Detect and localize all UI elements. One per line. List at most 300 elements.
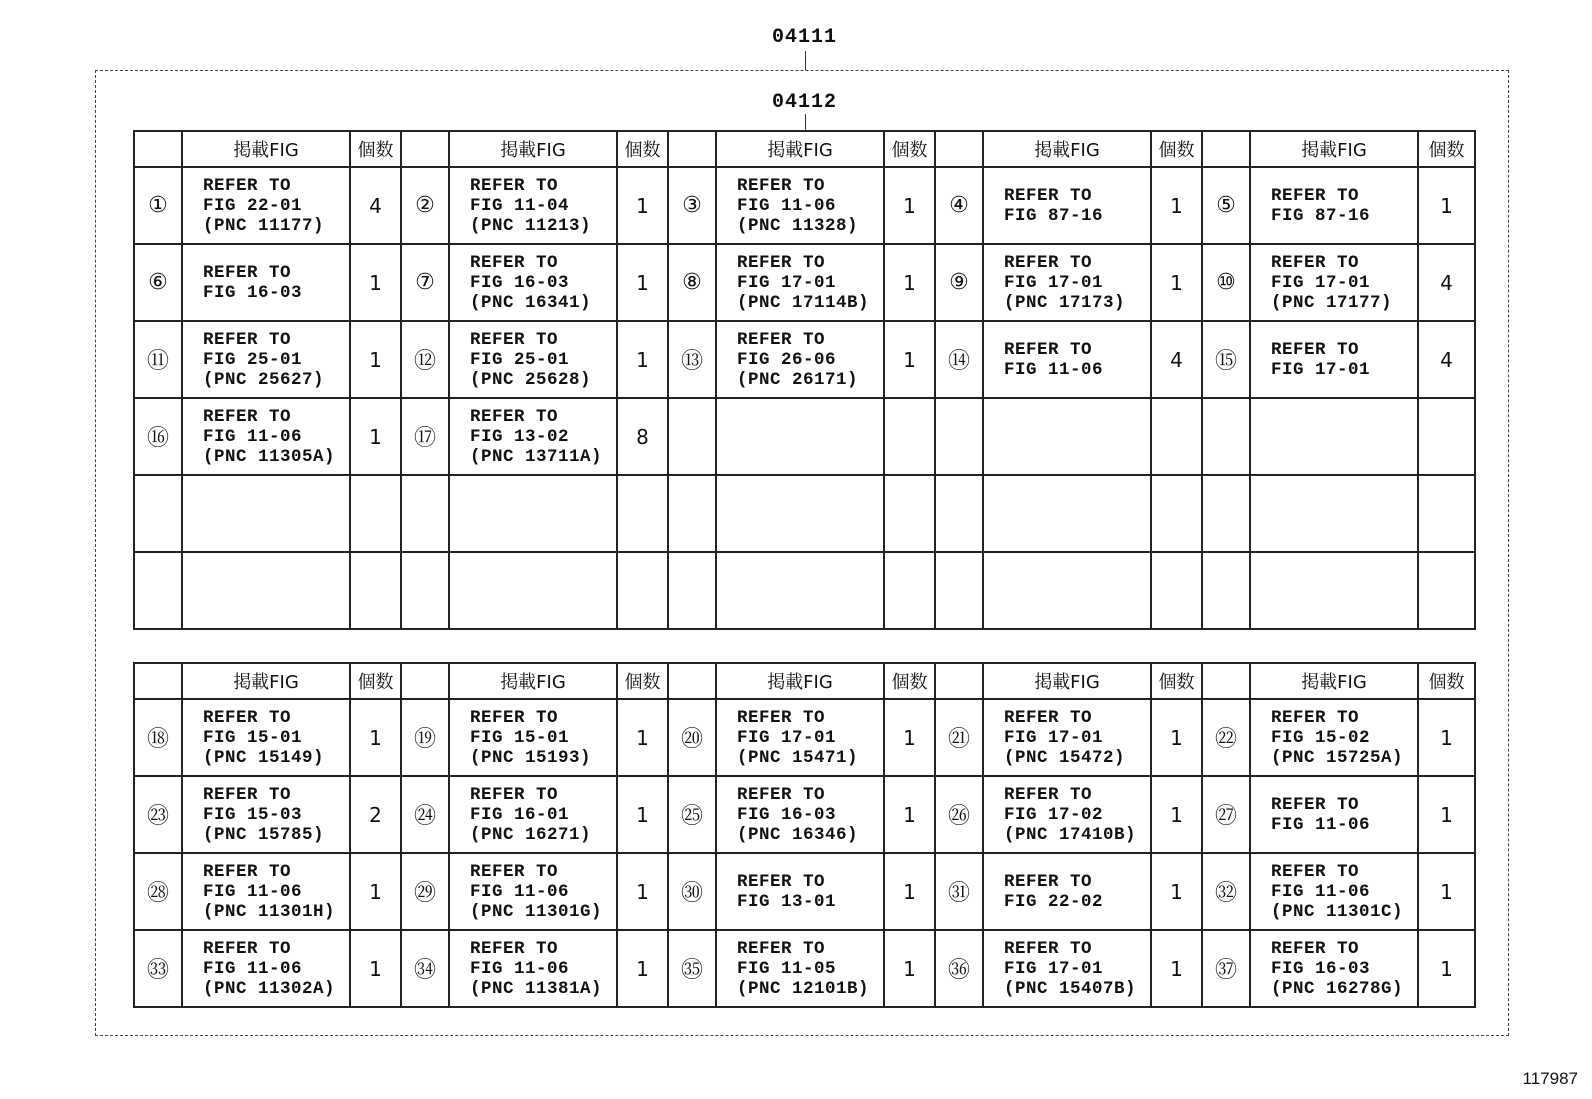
header-qty: 個数 — [1418, 663, 1475, 699]
reference-line: REFER TO — [470, 252, 559, 273]
figure-reference — [449, 321, 617, 398]
reference-line: FIG 16-03 — [203, 282, 303, 303]
reference-line: FIG 22-01 — [203, 195, 303, 216]
reference-line: (PNC 15149) — [203, 747, 325, 768]
quantity — [1151, 398, 1202, 475]
header-blank — [401, 663, 449, 699]
item-number — [401, 552, 449, 629]
figure-reference — [182, 321, 350, 398]
reference-line: FIG 11-06 — [203, 881, 303, 902]
figure-reference — [983, 930, 1151, 1007]
quantity: 1 — [1418, 699, 1475, 776]
figure-reference — [983, 398, 1151, 475]
reference-line: FIG 11-06 — [203, 426, 303, 447]
item-number: ㉝ — [134, 930, 182, 1007]
header-qty: 個数 — [884, 131, 935, 167]
header-qty: 個数 — [1151, 663, 1202, 699]
figure-reference — [449, 244, 617, 321]
header-blank — [935, 663, 983, 699]
table-row — [134, 167, 1475, 244]
reference-line: REFER TO — [1004, 252, 1093, 273]
reference-line: REFER TO — [1271, 185, 1360, 206]
item-number — [935, 398, 983, 475]
figure-reference — [716, 167, 884, 244]
reference-line: FIG 13-01 — [737, 891, 837, 912]
item-number: ㉚ — [668, 853, 716, 930]
item-number: ⑥ — [134, 244, 182, 321]
item-number — [1202, 398, 1250, 475]
quantity: 1 — [884, 930, 935, 1007]
reference-line: (PNC 16346) — [737, 824, 859, 845]
item-number: ⑤ — [1202, 167, 1250, 244]
item-number: ㉖ — [935, 776, 983, 853]
reference-line: (PNC 13711A) — [470, 446, 603, 467]
reference-line: (PNC 16271) — [470, 824, 592, 845]
header-blank — [134, 663, 182, 699]
reference-line: (PNC 15725A) — [1271, 747, 1404, 768]
reference-line: FIG 15-01 — [203, 727, 303, 748]
header-qty: 個数 — [350, 663, 401, 699]
quantity: 1 — [884, 167, 935, 244]
reference-line: (PNC 17173) — [1004, 292, 1126, 313]
reference-line: FIG 11-06 — [1271, 881, 1371, 902]
header-fig: 掲載FIG — [983, 663, 1151, 699]
quantity: 1 — [1151, 699, 1202, 776]
item-number: ⑨ — [935, 244, 983, 321]
quantity: 1 — [884, 699, 935, 776]
reference-line: FIG 17-01 — [1004, 727, 1104, 748]
reference-line: FIG 17-01 — [1004, 272, 1104, 293]
reference-line: FIG 11-06 — [1271, 814, 1371, 835]
reference-line: REFER TO — [1004, 185, 1093, 206]
image-id: 117987 — [1522, 1069, 1578, 1088]
item-number — [1202, 552, 1250, 629]
figure-reference — [716, 475, 884, 552]
quantity: 1 — [350, 853, 401, 930]
reference-line: (PNC 15407B) — [1004, 978, 1137, 999]
quantity: 1 — [350, 244, 401, 321]
figure-reference — [716, 398, 884, 475]
item-number: ㉟ — [668, 930, 716, 1007]
reference-line: FIG 15-03 — [203, 804, 303, 825]
quantity: 1 — [350, 321, 401, 398]
figure-reference — [1250, 475, 1418, 552]
header-fig: 掲載FIG — [182, 131, 350, 167]
item-number: ⑩ — [1202, 244, 1250, 321]
item-number: ⑮ — [1202, 321, 1250, 398]
header-blank — [401, 131, 449, 167]
header-fig: 掲載FIG — [716, 131, 884, 167]
reference-line: REFER TO — [203, 262, 292, 283]
item-number: ⑭ — [935, 321, 983, 398]
figure-reference — [983, 321, 1151, 398]
header-fig: 掲載FIG — [449, 663, 617, 699]
reference-line: (PNC 15472) — [1004, 747, 1126, 768]
outer-assembly-label: 04111 — [772, 26, 838, 49]
reference-line: REFER TO — [737, 252, 826, 273]
reference-line: REFER TO — [470, 175, 559, 196]
reference-line: FIG 87-16 — [1004, 205, 1104, 226]
table-row — [134, 244, 1475, 321]
reference-line: (PNC 25628) — [470, 369, 592, 390]
reference-line: FIG 16-01 — [470, 804, 570, 825]
quantity — [1151, 475, 1202, 552]
header-qty: 個数 — [1151, 131, 1202, 167]
quantity — [350, 552, 401, 629]
item-number — [134, 552, 182, 629]
reference-line: REFER TO — [203, 329, 292, 350]
quantity: 1 — [617, 699, 668, 776]
reference-line: REFER TO — [1271, 794, 1360, 815]
quantity: 1 — [617, 321, 668, 398]
reference-line: (PNC 25627) — [203, 369, 325, 390]
figure-reference — [449, 475, 617, 552]
item-number: ⑬ — [668, 321, 716, 398]
reference-line: REFER TO — [737, 784, 826, 805]
figure-reference — [983, 853, 1151, 930]
table-row — [134, 699, 1475, 776]
header-fig: 掲載FIG — [1250, 131, 1418, 167]
reference-line: REFER TO — [737, 707, 826, 728]
quantity: 8 — [617, 398, 668, 475]
reference-line: REFER TO — [470, 938, 559, 959]
item-number: ㊲ — [1202, 930, 1250, 1007]
reference-line: REFER TO — [1271, 861, 1360, 882]
quantity: 1 — [884, 853, 935, 930]
reference-line: FIG 16-03 — [470, 272, 570, 293]
quantity — [617, 552, 668, 629]
quantity: 1 — [1151, 930, 1202, 1007]
item-number: ㊱ — [935, 930, 983, 1007]
reference-line: FIG 87-16 — [1271, 205, 1371, 226]
table-row — [134, 776, 1475, 853]
figure-reference — [983, 776, 1151, 853]
reference-line: REFER TO — [203, 784, 292, 805]
reference-line: FIG 17-01 — [737, 727, 837, 748]
quantity: 1 — [1418, 167, 1475, 244]
figure-reference — [449, 552, 617, 629]
reference-line: (PNC 11381A) — [470, 978, 603, 999]
figure-reference — [716, 699, 884, 776]
item-number — [935, 475, 983, 552]
inner-assembly-label: 04112 — [772, 91, 838, 114]
header-fig: 掲載FIG — [182, 663, 350, 699]
header-qty: 個数 — [617, 663, 668, 699]
figure-reference — [983, 552, 1151, 629]
item-number: ㉞ — [401, 930, 449, 1007]
figure-reference — [983, 475, 1151, 552]
item-number: ㉒ — [1202, 699, 1250, 776]
quantity: 4 — [1418, 244, 1475, 321]
header-blank — [1202, 131, 1250, 167]
reference-line: FIG 11-06 — [737, 195, 837, 216]
header-fig: 掲載FIG — [1250, 663, 1418, 699]
reference-line: FIG 15-02 — [1271, 727, 1371, 748]
reference-line: FIG 16-03 — [1271, 958, 1371, 979]
item-number: ① — [134, 167, 182, 244]
item-number: ㉑ — [935, 699, 983, 776]
quantity: 1 — [884, 776, 935, 853]
table-row — [134, 552, 1475, 629]
table-header-row — [134, 131, 1475, 167]
parts-reference-table-upper — [133, 130, 1476, 630]
item-number: ⑫ — [401, 321, 449, 398]
figure-reference — [716, 552, 884, 629]
reference-line: (PNC 12101B) — [737, 978, 870, 999]
figure-reference — [716, 776, 884, 853]
item-number: ② — [401, 167, 449, 244]
reference-line: REFER TO — [203, 175, 292, 196]
reference-line: REFER TO — [737, 329, 826, 350]
item-number: ㉘ — [134, 853, 182, 930]
figure-reference — [449, 853, 617, 930]
figure-reference — [1250, 244, 1418, 321]
item-number: ㉜ — [1202, 853, 1250, 930]
reference-line: FIG 11-06 — [203, 958, 303, 979]
header-blank — [668, 131, 716, 167]
quantity: 1 — [884, 244, 935, 321]
item-number: ㉕ — [668, 776, 716, 853]
reference-line: (PNC 11301G) — [470, 901, 603, 922]
table-header-row — [134, 663, 1475, 699]
figure-reference — [983, 699, 1151, 776]
quantity: 4 — [350, 167, 401, 244]
quantity: 1 — [1418, 776, 1475, 853]
header-blank — [1202, 663, 1250, 699]
quantity — [884, 552, 935, 629]
reference-line: FIG 11-04 — [470, 195, 570, 216]
header-fig: 掲載FIG — [716, 663, 884, 699]
quantity: 1 — [350, 930, 401, 1007]
quantity: 1 — [1151, 244, 1202, 321]
figure-reference — [449, 699, 617, 776]
header-fig: 掲載FIG — [449, 131, 617, 167]
reference-line: FIG 11-06 — [470, 958, 570, 979]
quantity: 1 — [617, 244, 668, 321]
reference-line: FIG 11-06 — [470, 881, 570, 902]
figure-reference — [983, 244, 1151, 321]
quantity — [617, 475, 668, 552]
item-number: ㉔ — [401, 776, 449, 853]
figure-reference — [182, 930, 350, 1007]
reference-line: REFER TO — [1004, 938, 1093, 959]
item-number: ⑱ — [134, 699, 182, 776]
reference-line: FIG 13-02 — [470, 426, 570, 447]
figure-reference — [182, 776, 350, 853]
quantity: 2 — [350, 776, 401, 853]
quantity: 1 — [1151, 167, 1202, 244]
item-number — [1202, 475, 1250, 552]
quantity: 1 — [350, 398, 401, 475]
table-row — [134, 930, 1475, 1007]
item-number — [668, 552, 716, 629]
item-number — [668, 398, 716, 475]
quantity: 1 — [617, 776, 668, 853]
reference-line: FIG 22-02 — [1004, 891, 1104, 912]
header-blank — [668, 663, 716, 699]
item-number: ㉙ — [401, 853, 449, 930]
quantity: 1 — [1151, 776, 1202, 853]
reference-line: REFER TO — [470, 406, 559, 427]
figure-reference — [182, 552, 350, 629]
quantity: 1 — [350, 699, 401, 776]
reference-line: REFER TO — [470, 784, 559, 805]
quantity: 1 — [617, 853, 668, 930]
header-qty: 個数 — [884, 663, 935, 699]
reference-line: FIG 16-03 — [737, 804, 837, 825]
quantity: 1 — [617, 167, 668, 244]
table-row — [134, 321, 1475, 398]
reference-line: REFER TO — [470, 329, 559, 350]
reference-line: REFER TO — [203, 861, 292, 882]
reference-line: (PNC 16341) — [470, 292, 592, 313]
reference-line: REFER TO — [470, 861, 559, 882]
figure-reference — [1250, 699, 1418, 776]
reference-line: (PNC 17177) — [1271, 292, 1393, 313]
item-number: ④ — [935, 167, 983, 244]
header-blank — [935, 131, 983, 167]
reference-line: FIG 17-01 — [737, 272, 837, 293]
figure-reference — [182, 167, 350, 244]
item-number: ㉓ — [134, 776, 182, 853]
reference-line: FIG 17-01 — [1004, 958, 1104, 979]
reference-line: FIG 11-05 — [737, 958, 837, 979]
figure-reference — [1250, 552, 1418, 629]
header-fig: 掲載FIG — [983, 131, 1151, 167]
reference-line: REFER TO — [1004, 707, 1093, 728]
reference-line: (PNC 11305A) — [203, 446, 336, 467]
header-qty: 個数 — [1418, 131, 1475, 167]
reference-line: FIG 25-01 — [470, 349, 570, 370]
quantity: 4 — [1418, 321, 1475, 398]
item-number: ⑧ — [668, 244, 716, 321]
reference-line: FIG 17-01 — [1271, 272, 1371, 293]
reference-line: (PNC 11301H) — [203, 901, 336, 922]
item-number — [935, 552, 983, 629]
reference-line: FIG 25-01 — [203, 349, 303, 370]
item-number: ⑲ — [401, 699, 449, 776]
reference-line: REFER TO — [203, 707, 292, 728]
figure-reference — [983, 167, 1151, 244]
reference-line: FIG 17-02 — [1004, 804, 1104, 825]
item-number — [401, 475, 449, 552]
outer-leader-line — [805, 51, 806, 70]
figure-reference — [182, 475, 350, 552]
reference-line: (PNC 15193) — [470, 747, 592, 768]
reference-line: REFER TO — [737, 938, 826, 959]
figure-reference — [182, 244, 350, 321]
reference-line: REFER TO — [1271, 252, 1360, 273]
item-number: ⑯ — [134, 398, 182, 475]
figure-reference — [1250, 321, 1418, 398]
figure-reference — [449, 167, 617, 244]
figure-reference — [182, 853, 350, 930]
item-number: ㉛ — [935, 853, 983, 930]
figure-reference — [716, 244, 884, 321]
quantity: 1 — [1418, 853, 1475, 930]
reference-line: REFER TO — [203, 406, 292, 427]
reference-line: (PNC 26171) — [737, 369, 859, 390]
reference-line: (PNC 15785) — [203, 824, 325, 845]
reference-line: REFER TO — [1271, 707, 1360, 728]
quantity: 4 — [1151, 321, 1202, 398]
reference-line: REFER TO — [1271, 339, 1360, 360]
reference-line: REFER TO — [737, 175, 826, 196]
figure-reference — [1250, 398, 1418, 475]
item-number — [134, 475, 182, 552]
item-number: ㉗ — [1202, 776, 1250, 853]
item-number — [668, 475, 716, 552]
reference-line: (PNC 11177) — [203, 215, 325, 236]
figure-reference — [182, 699, 350, 776]
reference-line: (PNC 11328) — [737, 215, 859, 236]
reference-line: (PNC 11213) — [470, 215, 592, 236]
reference-line: FIG 26-06 — [737, 349, 837, 370]
figure-reference — [449, 398, 617, 475]
figure-reference — [1250, 167, 1418, 244]
quantity — [1418, 398, 1475, 475]
parts-reference-table-lower — [133, 662, 1476, 1008]
quantity — [884, 398, 935, 475]
reference-line: FIG 17-01 — [1271, 359, 1371, 380]
header-qty: 個数 — [617, 131, 668, 167]
figure-reference — [716, 930, 884, 1007]
figure-reference — [716, 321, 884, 398]
table-row — [134, 398, 1475, 475]
quantity — [1418, 475, 1475, 552]
inner-leader-line — [805, 114, 806, 130]
reference-line: (PNC 11302A) — [203, 978, 336, 999]
reference-line: REFER TO — [1271, 938, 1360, 959]
reference-line: (PNC 11301C) — [1271, 901, 1404, 922]
reference-line: (PNC 17410B) — [1004, 824, 1137, 845]
item-number: ⑳ — [668, 699, 716, 776]
item-number: ⑪ — [134, 321, 182, 398]
quantity — [1151, 552, 1202, 629]
table-row — [134, 475, 1475, 552]
reference-line: (PNC 16278G) — [1271, 978, 1404, 999]
header-qty: 個数 — [350, 131, 401, 167]
item-number: ⑦ — [401, 244, 449, 321]
quantity: 1 — [884, 321, 935, 398]
quantity — [884, 475, 935, 552]
item-number: ⑰ — [401, 398, 449, 475]
reference-line: (PNC 17114B) — [737, 292, 870, 313]
header-blank — [134, 131, 182, 167]
quantity: 1 — [617, 930, 668, 1007]
figure-reference — [449, 776, 617, 853]
reference-line: FIG 15-01 — [470, 727, 570, 748]
figure-reference — [1250, 776, 1418, 853]
table-row — [134, 853, 1475, 930]
quantity: 1 — [1151, 853, 1202, 930]
reference-line: REFER TO — [1004, 339, 1093, 360]
quantity: 1 — [1418, 930, 1475, 1007]
item-number: ③ — [668, 167, 716, 244]
reference-line: REFER TO — [470, 707, 559, 728]
reference-line: REFER TO — [737, 871, 826, 892]
reference-line: REFER TO — [1004, 871, 1093, 892]
figure-reference — [182, 398, 350, 475]
figure-reference — [716, 853, 884, 930]
quantity — [350, 475, 401, 552]
figure-reference — [1250, 930, 1418, 1007]
reference-line: FIG 11-06 — [1004, 359, 1104, 380]
figure-reference — [449, 930, 617, 1007]
reference-line: REFER TO — [203, 938, 292, 959]
reference-line: REFER TO — [1004, 784, 1093, 805]
quantity — [1418, 552, 1475, 629]
